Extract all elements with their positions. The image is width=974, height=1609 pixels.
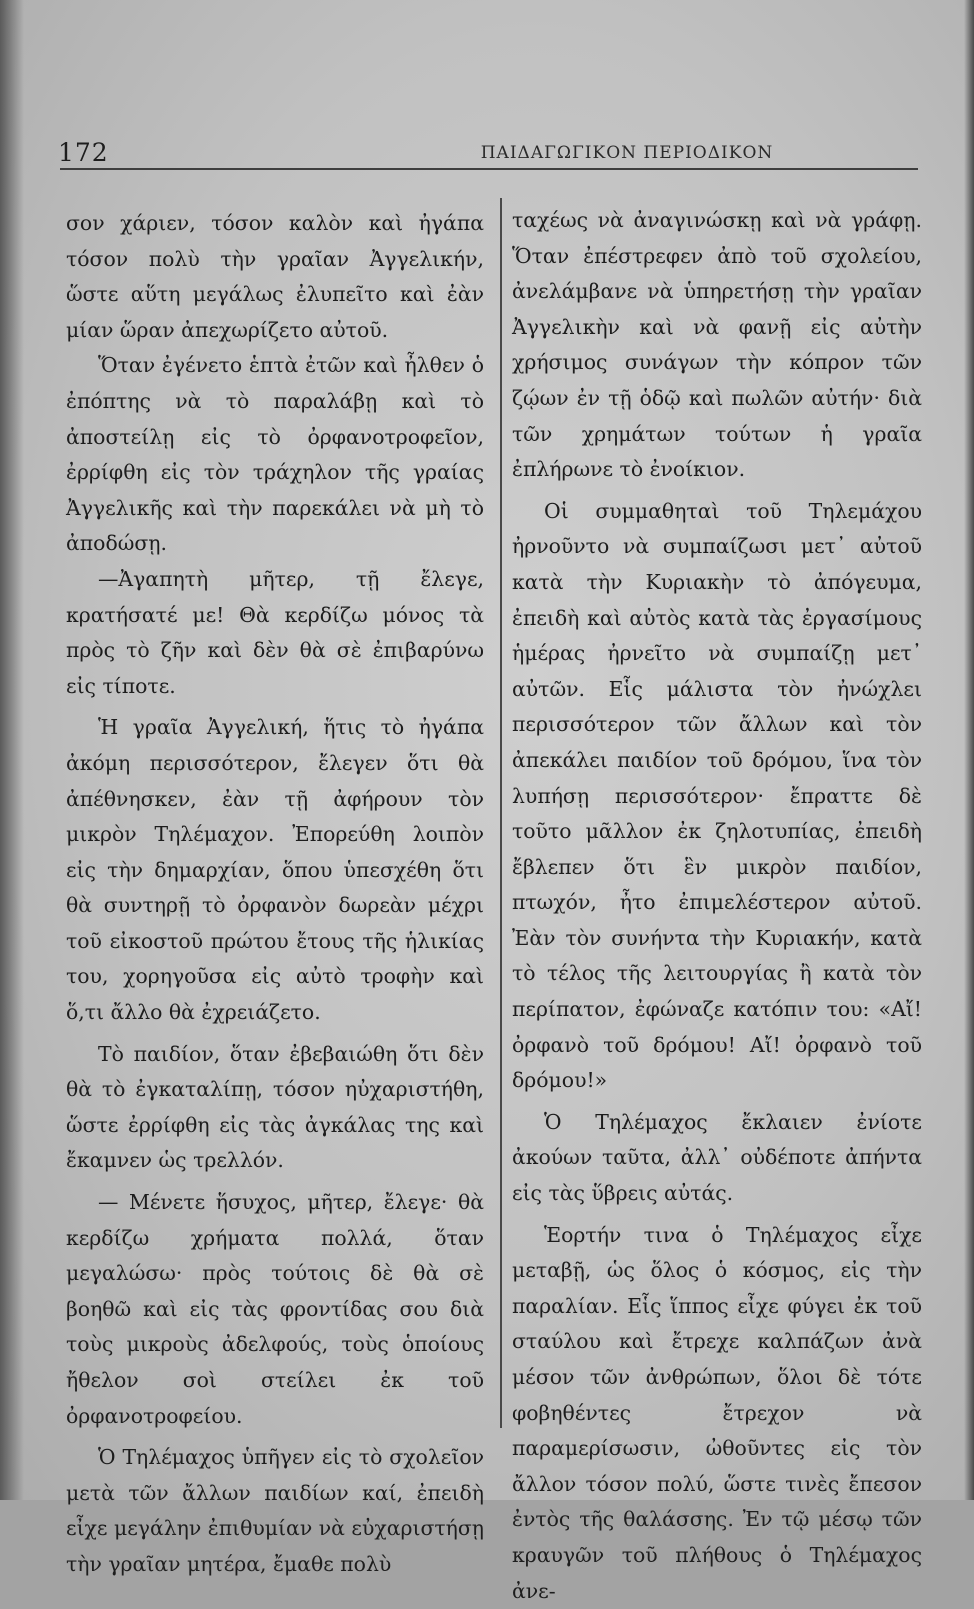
paragraph: ταχέως νὰ ἀναγινώσκῃ καὶ νὰ γράφῃ. Ὅταν ἐπέστρεφεν ἀπὸ τοῦ σχολείου, ἀνελάμβανε νὰ ὑπηρετήσῃ τὴν γραῖαν Ἀγγελικὴν καὶ νὰ φανῇ εἰς αὐτὴν χρήσιμος συνάγων τὴν κόπρον τῶν ζῴων ἐν τῇ ὁδῷ καὶ πωλῶν αὐτήν· διὰ τῶν χρημάτων τούτων ἡ γραῖα ἐπλήρωνε τὸ ἐνοίκιον. bbox=[512, 208, 922, 482]
paragraph: Ἡ γραῖα Ἀγγελική, ἥτις τὸ ἠγάπα ἀκόμη περισσότερον, ἔλεγεν ὅτι θὰ ἀπέθνησκεν, ἐὰν τῇ ἀφήρουν τὸν μικρὸν Τηλέμαχον. Ἐπορεύθη λοιπὸν εἰς τὴν δημαρχίαν, ὅπου ὑπεσχέθη ὅτι θὰ συντηρῇ τὸ ὀρφανὸν δωρεὰν μέχρι τοῦ εἰκοστοῦ πρώτου ἔτους τῆς ἡλικίας του, χορηγοῦσα εἰς αὐτὸ τροφὴν καὶ ὅ,τι ἄλλο θὰ ἐχρειάζετο. bbox=[66, 715, 484, 1025]
paragraph: —Ἀγαπητὴ μῆτερ, τῇ ἔλεγε, κρατήσατέ με! Θὰ κερδίζω μόνος τὰ πρὸς τὸ ζῆν καὶ δὲν θὰ σὲ ἐπιβαρύνω εἰς τίποτε. bbox=[66, 566, 484, 698]
right-column bbox=[512, 203, 922, 1609]
paragraph: Ὁ Τηλέμαχος ἔκλαιεν ἐνίοτε ἀκούων ταῦτα, ἀλλ᾽ οὐδέποτε ἀπήντα εἰς τὰς ὕβρεις αὐτάς. bbox=[512, 1109, 922, 1206]
running-header bbox=[58, 138, 916, 170]
paragraph: Οἱ συμμαθηταὶ τοῦ Τηλεμάχου ἠρνοῦντο νὰ συμπαίζωσι μετ᾽ αὐτοῦ κατὰ τὴν Κυριακὴν τὸ ἀπόγευμα, ἐπειδὴ καὶ αὐτὸς κατὰ τὰς ἐργασίμους ἡμέρας ἠρνεῖτο νὰ συμπαίζῃ μετ᾽ αὐτῶν. Εἷς μάλιστα τὸν ἠνώχλει περισσότερον τῶν ἄλλων καὶ τὸν ἀπεκάλει παιδίον τοῦ δρόμου, ἵνα τὸν λυπήσῃ περισσότερον· ἔπραττε δὲ τοῦτο μᾶλλον ἐκ ζηλοτυπίας, ἐπειδὴ ἔβλεπεν ὅτι ἓν μικρὸν παιδίον, πτωχόν, ἦτο ἐπιμελέστερον αὐτοῦ. Ἐὰν τὸν συνήντα τὴν Κυριακήν, κατὰ τὸ τέλος τῆς λειτουργίας ἢ κατὰ τὸν περίπατον, ἐφώναζε κατόπιν του: «Αἴ! ὀρφανὸ τοῦ δρόμου! Αἴ! ὀρφανὸ τοῦ δρόμου!» bbox=[512, 498, 922, 1093]
left-column bbox=[66, 206, 484, 1583]
binding-shadow bbox=[0, 0, 24, 1500]
paragraph: σον χάριεν, τόσον καλὸν καὶ ἠγάπα τόσον πολὺ τὴν γραῖαν Ἀγγελικήν, ὥστε αὕτη μεγάλως ἐλυπεῖτο καὶ ἐὰν μίαν ὥραν ἀπεχωρίζετο αὐτοῦ. bbox=[66, 211, 484, 342]
paragraph: Ὅταν ἐγένετο ἑπτὰ ἐτῶν καὶ ἦλθεν ὁ ἐπόπτης νὰ τὸ παραλάβῃ καὶ τὸ ἀποστείλῃ εἰς τὸ ὀρφανοτροφεῖον, ἐρρίφθη εἰς τὸν τράχηλον τῆς γραίας Ἀγγελικῆς καὶ τὴν παρεκάλει νὰ μὴ τὸ ἀποδώσῃ. bbox=[66, 353, 484, 556]
paragraph: Ἑορτήν τινα ὁ Τηλέμαχος εἶχε μεταβῇ, ὡς ὅλος ὁ κόσμος, εἰς τὴν παραλίαν. Εἷς ἵππος εἶχε φύγει ἐκ τοῦ σταύλου καὶ ἔτρεχε καλπάζων ἀνὰ μέσον τῶν ἀνθρώπων, ὅλοι δὲ τότε φοβηθέντες ἔτρεχον νὰ παραμερίσωσιν, ὠθοῦντες εἰς τὸν ἄλλον τόσον πολύ, ὥστε τινὲς ἔπεσον ἐντὸς τῆς θαλάσσης. Ἐν τῷ μέσῳ τῶν κραυγῶν τοῦ πλήθους ὁ Τηλέμαχος ἀνε- bbox=[512, 1222, 922, 1603]
paragraph: Τὸ παιδίον, ὅταν ἐβεβαιώθη ὅτι δὲν θὰ τὸ ἐγκαταλίπῃ, τόσον ηὐχαριστήθη, ὥστε ἐρρίφθη εἰς τὰς ἀγκάλας της καὶ ἔκαμνεν ὡς τρελλόν. bbox=[66, 1041, 484, 1173]
paragraph: — Μένετε ἥσυχος, μῆτερ, ἔλεγε· θὰ κερδίζω χρήματα πολλά, ὅταν μεγαλώσω· πρὸς τούτοις δὲ θὰ σὲ βοηθῶ καὶ εἰς τὰς φροντίδας σου διὰ τοὺς μικροὺς ἀδελφούς, τοὺς ὁποίους ἤθελον σοὶ στείλει ἐκ τοῦ ὀρφανοτροφείου. bbox=[66, 1190, 484, 1428]
column-divider bbox=[500, 198, 502, 1428]
running-title: ΠΑΙΔΑΓΩΓΙΚΟΝ ΠΕΡΙΟΔΙΚΟΝ bbox=[480, 143, 774, 163]
header-rule bbox=[60, 168, 918, 170]
paragraph: Ὁ Τηλέμαχος ὑπῆγεν εἰς τὸ σχολεῖον μετὰ τῶν ἄλλων παιδίων καί, ἐπειδὴ εἶχε μεγάλην ἐπιθυμίαν νὰ εὐχαριστήσῃ τὴν γραῖαν μητέρα, ἔμαθε πολὺ bbox=[66, 1445, 484, 1576]
page-edge-shadow bbox=[964, 0, 974, 1500]
page-number: 172 bbox=[58, 138, 109, 167]
